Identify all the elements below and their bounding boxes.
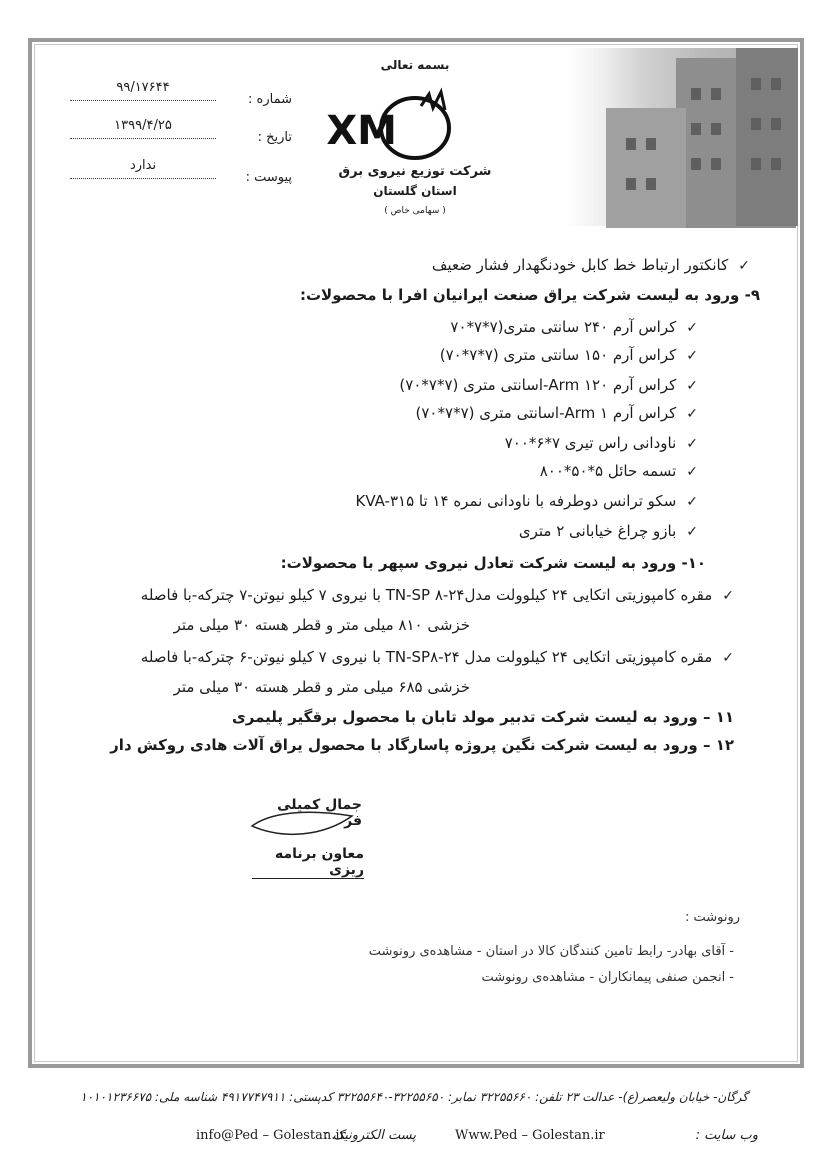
section10-item-continuation: خزشی ۸۱۰ میلی متر و قطر هسته ۳۰ میلی متر	[173, 616, 470, 634]
number-value: ۹۹/۱۷۶۴۴	[116, 80, 170, 95]
section9-item-text: کراس آرم ۲۴۰ سانتی متری(۷*۷*۷۰	[450, 318, 677, 336]
date-label: تاریخ :	[257, 130, 292, 145]
section9-item	[540, 462, 698, 480]
check-mark-icon: ✓	[686, 524, 698, 540]
section9-item-text: کراس آرم ۱۵۰ سانتی متری (۷*۷*۷۰)	[439, 346, 677, 364]
section11: ۱۱ – ورود به لیست شرکت تدبیر مولد تابان با محصول برقگیر پلیمری	[231, 708, 734, 726]
item-connector	[432, 256, 750, 274]
letter-body	[60, 0, 760, 1169]
signatory-name: جمال کمیلی فر	[277, 797, 362, 829]
cc-entry: - انجمن صنفی پیمانکاران - مشاهده‌ی رونوشت	[481, 970, 734, 985]
section9-item-text: بازو چراغ خیابانی ۲ متری	[518, 522, 677, 540]
section10-title: ۱۰- ورود به لیست شرکت تعادل نیروی سپهر با محصولات:	[280, 554, 706, 572]
province-name: استان گلستان	[373, 184, 457, 198]
cc-entry: - آقای بهادر- رابط تامین کنندگان کالا در استان - مشاهده‌ی رونوشت	[368, 944, 734, 959]
section9-item	[505, 434, 698, 452]
check-mark-icon: ✓	[686, 464, 698, 480]
footer-website[interactable]: Www.Ped – Golestan.ir	[455, 1128, 605, 1143]
check-mark-icon: ✓	[686, 494, 698, 510]
check-mark-icon: ✓	[686, 436, 698, 452]
check-mark-icon: ✓	[722, 650, 734, 666]
attachment-label: پیوست :	[245, 170, 292, 185]
cc-label: رونوشت :	[684, 910, 740, 925]
signatory-title: معاون برنامه ریزی	[252, 846, 364, 879]
footer-email[interactable]: info@Ped – Golestan.ir	[196, 1128, 346, 1143]
date-value: ۱۳۹۹/۴/۲۵	[114, 118, 172, 133]
section10-item2-line1: مقره کامپوزیتی اتکایی ۲۴ کیلوولت مدل TN-SP۸-۲۴ با نیروی ۷ کیلو نیوتن-۶ چترکه-با فاصله	[140, 648, 713, 666]
section9-item	[519, 522, 698, 540]
check-mark-icon: ✓	[686, 406, 698, 422]
logo-mark: XM	[326, 108, 397, 154]
check-mark-icon: ✓	[686, 378, 698, 394]
check-mark-icon: ✓	[686, 348, 698, 364]
section9-item	[399, 376, 698, 394]
section9-item	[440, 346, 698, 364]
section9-item-text: کراس آرم Arm ۱-اسانتی متری (۷*۷*۷۰)	[415, 404, 677, 422]
section9-item	[450, 318, 698, 336]
number-label: شماره :	[248, 92, 292, 107]
section10-item	[141, 648, 734, 666]
attachment-value: ندارد	[129, 158, 157, 173]
section9-item-text: کراس آرم Arm ۱۲۰-اسانتی متری (۷*۷*۷۰)	[399, 376, 677, 394]
section10-item	[141, 586, 734, 604]
section9-item-text: ناودانی راس تیری ۷*۶*۷۰۰	[504, 434, 677, 452]
footer-website-label: وب سایت :	[695, 1128, 758, 1143]
company-name: شرکت توزیع نیروی برق	[338, 164, 492, 179]
item-connector-text: کانکتور ارتباط خط کابل خودنگهدار فشار ضعیف	[431, 256, 729, 274]
bismillah-text: بسمه تعالی	[380, 58, 450, 72]
section9-item-text: تسمه حائل ۵*۵۰*۸۰۰	[539, 462, 677, 480]
section10-item1-line1: مقره کامپوزیتی اتکایی ۲۴ کیلوولت مدلTN-SP ۸-۲۴ با نیروی ۷ کیلو نیوتن-۷ چترکه-با فاصله	[140, 586, 713, 604]
section10-item-continuation: خزشی ۶۸۵ میلی متر و قطر هسته ۳۰ میلی متر	[173, 678, 470, 696]
section9-item-text: سکو ترانس دوطرفه با ناودانی نمره ۱۴ تا KVA-۳۱۵	[355, 492, 677, 510]
check-mark-icon: ✓	[738, 258, 750, 274]
check-mark-icon: ✓	[686, 320, 698, 336]
section9-item	[355, 492, 698, 510]
legal-type: ( سهامی خاص )	[384, 206, 446, 216]
footer-address: گرگان- خیابان ولیعصر(ع)- عدالت ۲۳ تلفن: ۳۲۲۵۵۶۶۰ نمابر: ۳۲۲۵۵۶۵۰-۳۲۲۵۵۶۴۰ کدپستی: ۴۹۱۷۷۴۷۹۱۱ شناسه ملی: ۱۰۱۰۱۲۳۶۶۷۵	[80, 1090, 748, 1104]
section9-title: ۹- ورود به لیست شرکت یراق صنعت ایرانیان افرا با محصولات:	[299, 286, 760, 304]
check-mark-icon: ✓	[722, 588, 734, 604]
section9-item	[416, 404, 698, 422]
footer-email-label: پست الکترونیک :	[324, 1128, 416, 1143]
section12: ۱۲ – ورود به لیست شرکت نگین پروژه پاسارگاد با محصول یراق آلات هادی روکش دار	[110, 736, 734, 754]
